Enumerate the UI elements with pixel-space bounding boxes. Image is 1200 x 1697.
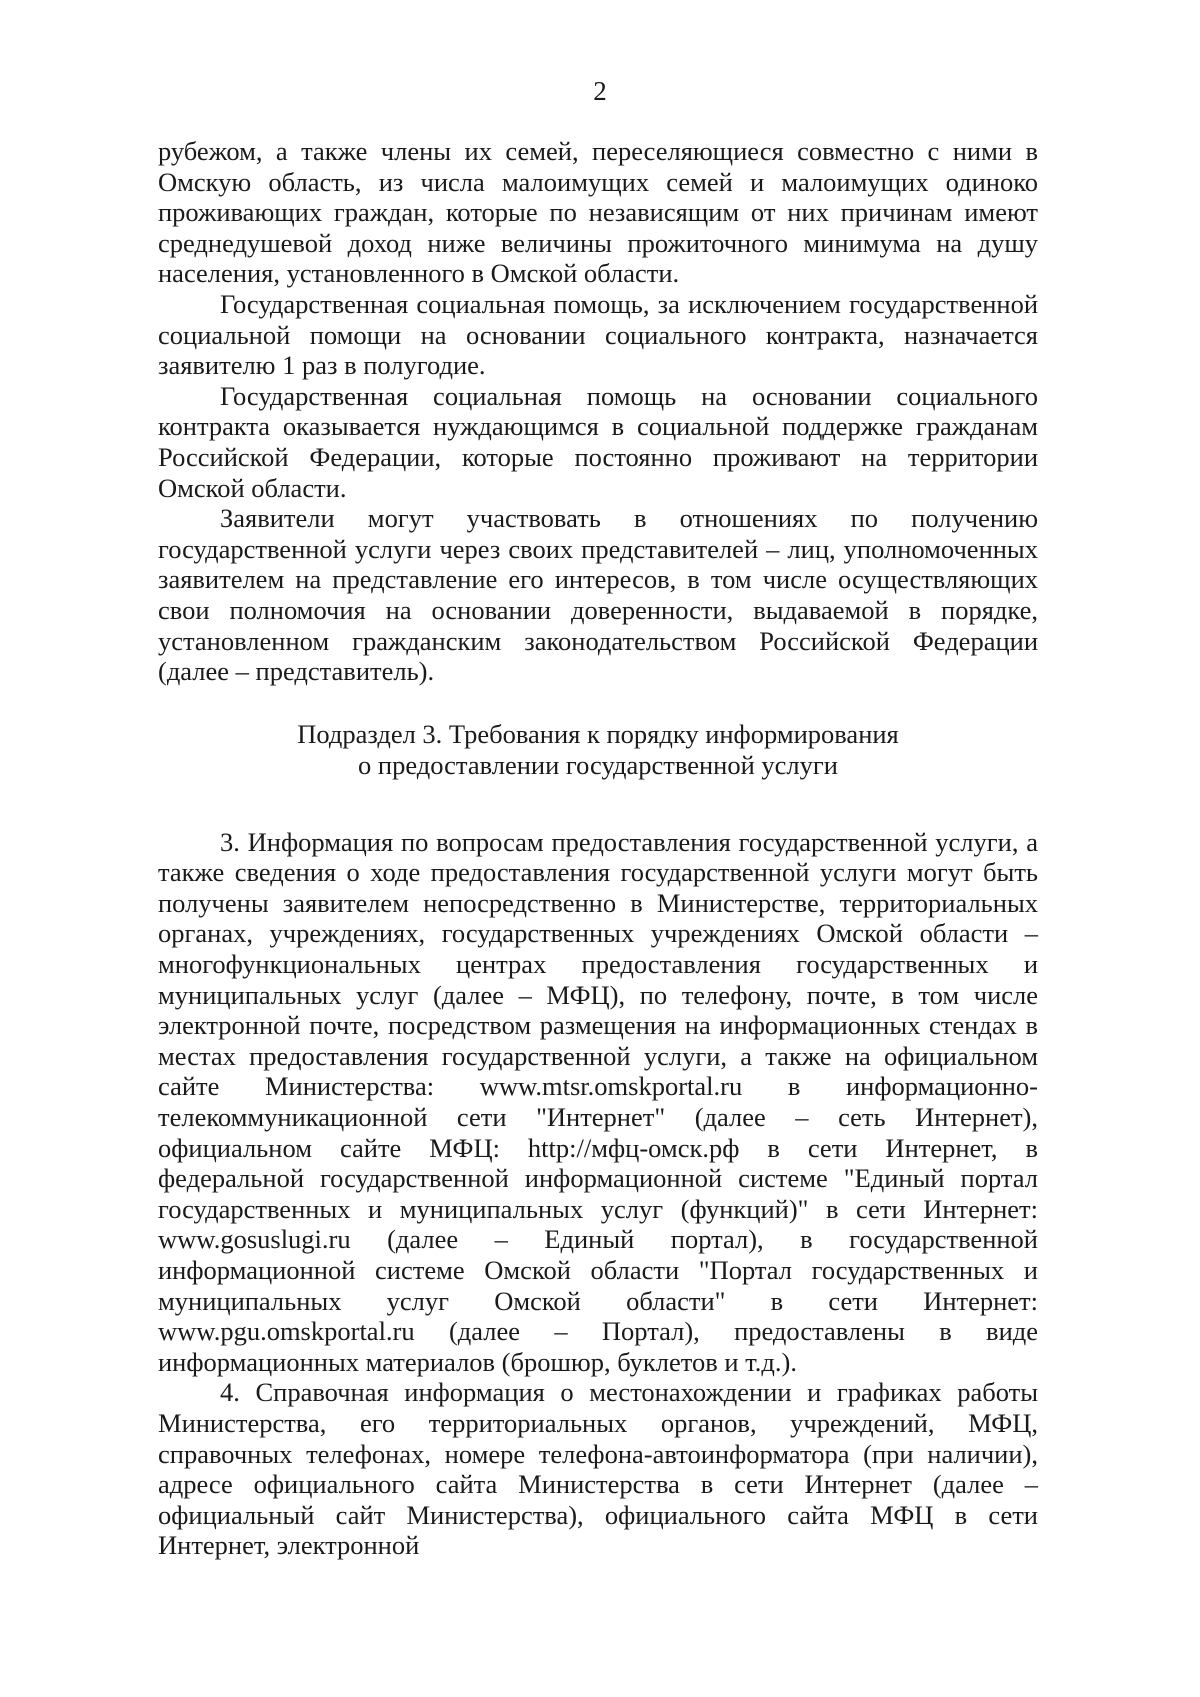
paragraph-social-contract: Государственная социальная помощь на основании социального контракта оказывается нуждающимся в социальной поддержке гражданам Российской Федерации, которые постоянно проживают на территории Омской области. <box>158 380 1038 503</box>
document-body <box>158 136 1038 1561</box>
subsection-heading-line-1: Подраздел 3. Требования к порядку информирования <box>297 718 899 749</box>
paragraph-representatives: Заявители могут участвовать в отношениях по получению государственной услуги через своих представителей – лиц, уполномоченных заявителем на представление его интересов, в том числе осуществляющих свои полномочия на основании доверенности, выдаваемой в порядке, установленном гражданским законодательством Российской Федерации (далее – представитель). <box>158 503 1038 687</box>
paragraph-4-reference-info: 4. Справочная информация о местонахождении и графиках работы Министерства, его территориальных органов, учреждений, МФЦ, справочных телефонах, номере телефона-автоинформатора (при наличии), адресе официального сайта Министерства в сети Интернет (далее – официальный сайт Министерства), официального сайта МФЦ в сети Интернет, электронной <box>158 1377 1038 1561</box>
page-number: 2 <box>593 76 607 106</box>
paragraph-assistance-frequency: Государственная социальная помощь, за исключением государственной социальной помощи на основании социального контракта, назначается заявителю 1 раз в полугодие. <box>158 288 1038 381</box>
subsection-heading-line-2: о предоставлении государственной услуги <box>358 749 838 780</box>
paragraph-3-information: 3. Информация по вопросам предоставления государственной услуги, а также сведения о ходе предоставления государственной услуги могут быть получены заявителем непосредственно в Министерстве, территориальных органах, учреждениях, государственных учреждениях Омской области – многофункциональных центрах предоставления государственных и муниципальных услуг (далее – МФЦ), по телефону, почте, в том числе электронной почте, посредством размещения на информационных стендах в местах предоставления государственной услуги, а также на официальном сайте Министерства: www.mtsr.omskportal.ru в информационно-телекоммуникационной сети "Интернет" (далее – сеть Интернет), официальном сайте МФЦ: http://мфц-омск.рф в сети Интернет, в федеральной государственной информационной системе "Единый портал государственных и муниципальных услуг (функций)" в сети Интернет: www.gosuslugi.ru (далее – Единый портал), в государственной информационной системе Омской области "Портал государственных и муниципальных услуг Омской области" в сети Интернет: www.pgu.omskportal.ru (далее – Портал), предоставлены в виде информационных материалов (брошюр, буклетов и т.д.). <box>158 826 1038 1377</box>
paragraph-recipients: рубежом, а также члены их семей, переселяющиеся совместно с ними в Омскую область, из числа малоимущих семей и малоимущих одиноко проживающих граждан, которые по независящим от них причинам имеют среднедушевой доход ниже величины прожиточного минимума на душу населения, установленного в Омской области. <box>158 136 1038 289</box>
subsection-heading <box>158 719 1038 781</box>
